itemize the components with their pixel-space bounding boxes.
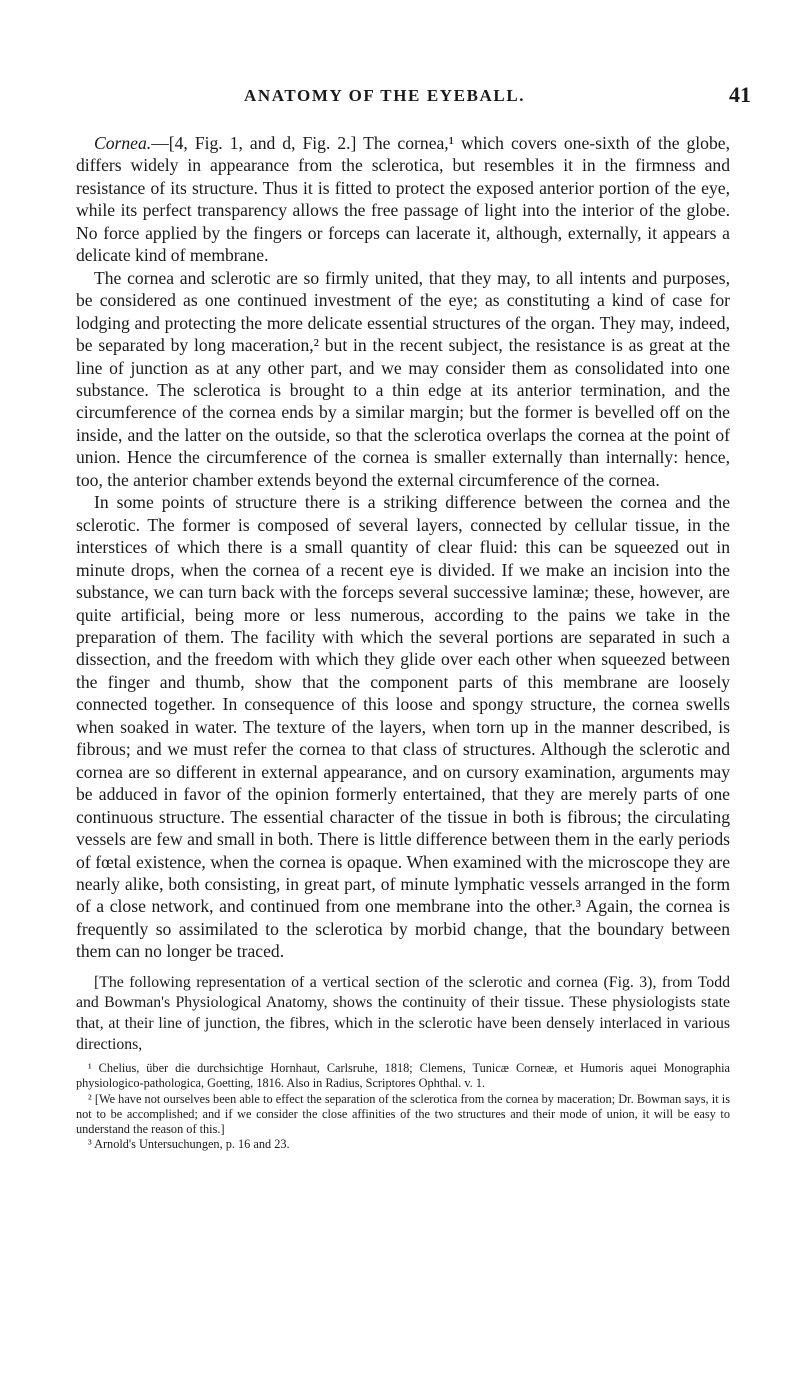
running-head: ANATOMY OF THE EYEBALL.	[244, 86, 526, 105]
footnote: ² [We have not ourselves been able to effect the separation of the sclerotica from the cornea by maceration; Dr. Bowman says, it is not to be accomplished; and if we consider the close affinities of the two structures and their mode of union, it will be easy to understand the reason of this.]	[76, 1091, 730, 1136]
paragraph-cornea	[76, 132, 730, 267]
paragraph-text: —[4, Fig. 1, and d, Fig. 2.] The cornea,¹ which covers one-sixth of the globe, differs widely in appearance from the sclerotica, but resembles it in the firmness and resistance of its structure. Thus it is fitted to protect the exposed anterior portion of the eye, while its perfect transparency allows the free passage of light into the interior of the globe. No force applied by the fingers or forceps can lacerate it, although, externally, it appears a delicate kind of membrane.	[76, 133, 730, 266]
footnote: ¹ Chelius, über die durchsichtige Hornhaut, Carlsruhe, 1818; Clemens, Tunicæ Corneæ, et Humoris aquei Monographia physiologico-pathologica, Goetting, 1816. Also in Radius, Scriptores Ophthal. v. 1.	[76, 1061, 730, 1091]
footnote: ³ Arnold's Untersuchungen, p. 16 and 23.	[88, 1137, 290, 1152]
page-header	[0, 82, 801, 112]
paragraph-figure-intro: [The following representation of a vertical section of the sclerotic and cornea (Fig. 3), from Todd and Bowman's Physiological Anatomy, shows the continuity of their tissue. These physiologists state that, at their line of junction, the fibres, which in the sclerotic have been densely interlaced in various directions,	[76, 973, 730, 1053]
paragraph: The cornea and sclerotic are so firmly united, that they may, to all intents and purposes, be considered as one continued investment of the eye; as constituting a kind of case for lodging and protecting the more delicate essential structures of the organ. They may, indeed, be separated by long maceration,² but in the recent subject, the resistance is as great at the line of junction as at any other part, and we may consider them as consolidated into one substance. The sclerotica is brought to a thin edge at its anterior termination, and the circumference of the cornea ends by a similar margin; but the former is bevelled off on the inside, and the latter on the outside, so that the sclerotica overlaps the cornea at the point of union. Hence the circumference of the cornea is smaller externally than internally: hence, too, the anterior chamber extends beyond the external circumference of the cornea.	[76, 267, 730, 490]
section-lead: Cornea.	[94, 133, 152, 153]
page-body	[76, 132, 730, 1152]
footnotes	[76, 1061, 730, 1152]
paragraph: In some points of structure there is a striking difference between the cornea and the sclerotic. The former is composed of several layers, connected by cellular tissue, in the interstices of which there is a small quantity of clear fluid: this can be squeezed out in minute drops, when the cornea of a recent eye is divided. If we make an incision into the substance, we can turn back with the forceps several successive laminæ; these, however, are quite artificial, being more or less numerous, according to the pains we take in the preparation of them. The facility with which the several portions are separated in such a dissection, and the freedom with which they glide over each other when squeezed between the finger and thumb, show that the component parts of this membrane are loosely connected together. In consequence of this loose and spongy structure, the cornea swells when soaked in water. The texture of the layers, when torn up in the manner described, is fibrous; and we must refer the cornea to that class of structures. Although the sclerotic and cornea are so different in external appearance, and on cursory examination, arguments may be adduced in favor of the opinion formerly entertained, that they are merely parts of one continuous structure. The essential character of the tissue in both is fibrous; the circulating vessels are few and small in both. There is little difference between them in the early periods of fœtal existence, when the cornea is opaque. When examined with the microscope they are nearly alike, both consisting, in great part, of minute lymphatic vessels arranged in the form of a close network, and continued from one membrane into the other.³ Again, the cornea is frequently so assimilated to the sclerotica by morbid change, that the boundary between them can no longer be traced.	[76, 492, 730, 962]
page-number: 41	[729, 82, 751, 107]
